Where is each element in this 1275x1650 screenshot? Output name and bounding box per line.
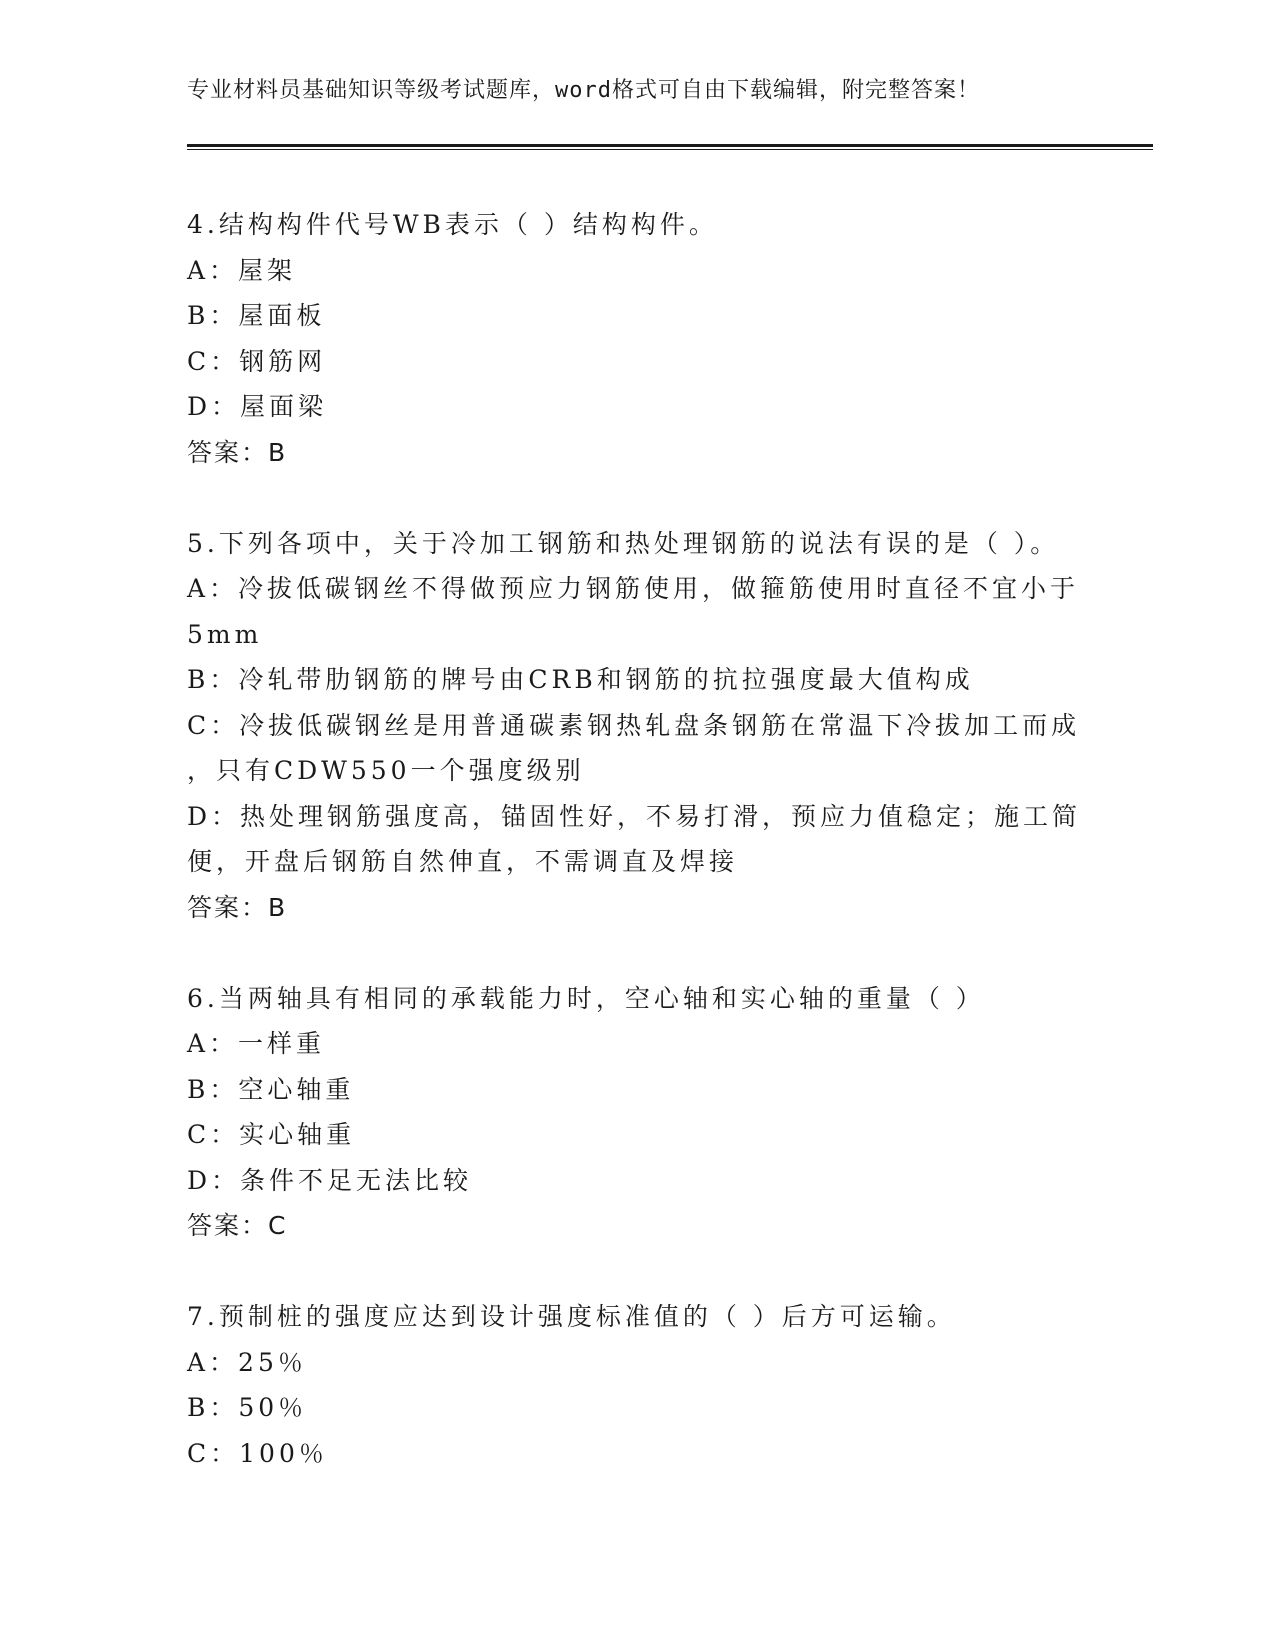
header-rule <box>187 144 1153 147</box>
header-rule-thin <box>187 149 1153 150</box>
option-d-continued: 便，开盘后钢筋自然伸直，不需调直及焊接 <box>187 847 739 876</box>
question-list <box>187 202 1087 1476</box>
spacer <box>187 1249 1087 1295</box>
option-c: C：100％ <box>187 1438 328 1468</box>
question-stem: 5.下列各项中，关于冷加工钢筋和热处理钢筋的说法有误的是（ ）。 <box>187 528 1060 558</box>
question-stem: 6.当两轴具有相同的承载能力时，空心轴和实心轴的重量（ ） <box>187 983 985 1013</box>
option-c: C：实心轴重 <box>187 1120 356 1149</box>
option-a: A：一样重 <box>187 1029 326 1058</box>
option-a: A：冷拔低碳钢丝不得做预应力钢筋使用，做箍筋使用时直径不宜小于 <box>187 574 1080 603</box>
page-header: 专业材料员基础知识等级考试题库，word格式可自由下载编辑，附完整答案！ <box>187 78 980 103</box>
spacer <box>187 475 1087 521</box>
answer-line: 答案：C <box>187 1211 288 1240</box>
question-stem: 4.结构构件代号WB表示（ ）结构构件。 <box>187 210 718 239</box>
option-a: A：屋架 <box>187 255 297 285</box>
question-7 <box>187 1294 1087 1476</box>
answer-line: 答案：B <box>187 892 288 922</box>
option-c: C：钢筋网 <box>187 346 327 376</box>
option-b: B：50％ <box>187 1393 308 1422</box>
question-stem: 7.预制桩的强度应达到设计强度标准值的（ ）后方可运输。 <box>187 1302 956 1331</box>
question-6 <box>187 976 1087 1249</box>
option-d: D：热处理钢筋强度高，锚固性好，不易打滑，预应力值稳定；施工简 <box>187 801 1082 831</box>
option-d: D：条件不足无法比较 <box>187 1165 473 1195</box>
option-a: A：25％ <box>187 1347 307 1377</box>
option-b: B：空心轴重 <box>187 1074 355 1104</box>
question-5 <box>187 521 1087 931</box>
option-b: B：屋面板 <box>187 301 326 330</box>
question-4 <box>187 202 1087 475</box>
option-c-continued: ，只有CDW550一个强度级别 <box>187 756 585 785</box>
option-b: B：冷轧带肋钢筋的牌号由CRB和钢筋的抗拉强度最大值构成 <box>187 665 974 694</box>
spacer <box>187 930 1087 976</box>
option-d: D：屋面梁 <box>187 392 328 421</box>
option-c: C：冷拔低碳钢丝是用普通碳素钢热轧盘条钢筋在常温下冷拔加工而成 <box>187 710 1081 740</box>
option-a-continued: 5mm <box>187 619 263 649</box>
answer-line: 答案：B <box>187 437 288 467</box>
